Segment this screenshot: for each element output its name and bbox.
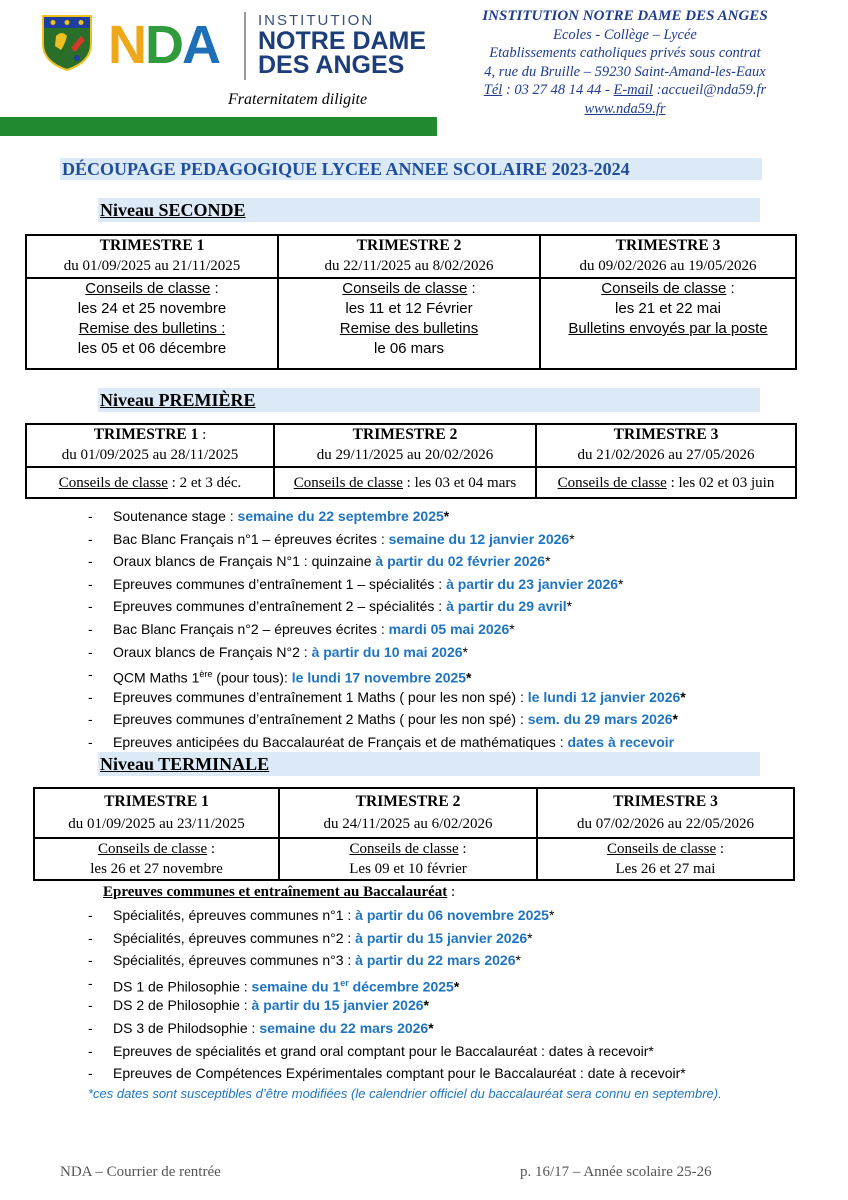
table-seconde [25, 234, 797, 370]
list-item: - Epreuves communes d’entraînement 2 – spécialités : à partir du 29 avril* [88, 598, 573, 615]
list-item: - Oraux blancs de Français N°2 : à partir du 10 mai 2026* [88, 643, 468, 660]
logo-line-2: NOTRE DAME [258, 27, 427, 55]
coat-of-arms-icon [41, 14, 93, 72]
list-item: - Spécialités, épreuves communes n°1 : à partir du 06 novembre 2025* [88, 907, 555, 923]
list-item: - Bac Blanc Français n°2 – épreuves écrites : mardi 05 mai 2026* [88, 620, 515, 637]
contact-address: 4, rue du Bruille – 59230 Saint-Amand-les-Eaux [484, 63, 766, 80]
premiere-t1-conseils: Conseils de classe : 2 et 3 déc. [26, 467, 274, 498]
logo-letter-n: N [108, 15, 145, 75]
tel-label: Tél [483, 82, 503, 98]
seconde-t1-header: TRIMESTRE 1 du 01/09/2025 au 21/11/2025 [26, 235, 278, 278]
logo-letter-a: A [182, 15, 219, 75]
heading-terminale: Niveau TERMINALE [98, 752, 760, 776]
premiere-t1-header: TRIMESTRE 1 : du 01/09/2025 au 28/11/2025 [26, 424, 274, 467]
list-item: - Epreuves communes d’entraînement 1 Maths ( pour les non spé) : le lundi 12 janvier 2026* [88, 688, 686, 705]
heading-seconde: Niveau SECONDE [98, 198, 760, 222]
motto: Fraternitatem diligite [228, 91, 368, 108]
table-terminale [33, 787, 795, 881]
terminale-events-list [86, 904, 686, 1085]
page-title: DÉCOUPAGE PEDAGOGIQUE LYCEE ANNEE SCOLAIRE 2023-2024 [60, 158, 762, 180]
seconde-t3-header: TRIMESTRE 3 du 09/02/2026 au 19/05/2026 [540, 235, 796, 278]
list-item: - DS 3 de Philodsophie : semaine du 22 mars 2026* [88, 1019, 434, 1036]
list-item: - Epreuves anticipées du Baccalauréat de Français et de mathématiques : dates à recevoir [88, 733, 675, 750]
premiere-t3-header: TRIMESTRE 3 du 21/02/2026 au 27/05/2026 [536, 424, 796, 467]
logo-line-3: DES ANGES [258, 51, 405, 79]
premiere-t3-conseils: Conseils de classe : les 02 et 03 juin [536, 467, 796, 498]
list-item: - Bac Blanc Français n°1 – épreuves écrites : semaine du 12 janvier 2026* [88, 530, 575, 547]
footnote: *ces dates sont susceptibles d’être modifiées (le calendrier officiel du baccalauréat sera connu en septembre). [88, 1086, 722, 1101]
seconde-t3-details: Conseils de classe : les 21 et 22 mai Bulletins envoyés par la poste [540, 278, 796, 369]
terminale-t2-header: TRIMESTRE 2 du 24/11/2025 au 6/02/2026 [279, 788, 537, 838]
contact-line-1: Ecoles - Collège – Lycée [553, 26, 697, 43]
heading-premiere: Niveau PREMIÈRE [98, 388, 760, 412]
contact-phone-email [450, 81, 800, 100]
premiere-t2-header: TRIMESTRE 2 du 29/11/2025 au 20/02/2026 [274, 424, 536, 467]
list-item: - DS 1 de Philosophie : semaine du 1er décembre 2025* [88, 974, 460, 995]
list-item: - DS 2 de Philosophie : à partir du 15 janvier 2026* [88, 997, 429, 1014]
premiere-t2-conseils: Conseils de classe : les 03 et 04 mars [274, 467, 536, 498]
nda-logo [108, 15, 219, 75]
terminale-t3-conseils: Conseils de classe : Les 26 et 27 mai [537, 838, 794, 880]
list-item: - Epreuves de Compétences Expérimentales comptant pour le Baccalauréat : date à recevoir* [88, 1065, 686, 1082]
footer-right: p. 16/17 – Année scolaire 25-26 [520, 1164, 712, 1180]
institution-name: INSTITUTION NOTRE DAME DES ANGES [482, 8, 768, 24]
list-item: - Epreuves de spécialités et grand oral comptant pour le Baccalauréat : dates à recevoir* [88, 1042, 654, 1059]
logo-divider [244, 12, 246, 80]
contact-line-2: Etablissements catholiques privés sous contrat [489, 45, 761, 61]
contact-block [450, 7, 800, 118]
green-header-bar [0, 117, 437, 136]
tel-value: : 03 27 48 14 44 - [502, 82, 614, 98]
logo-letter-d: D [145, 15, 182, 75]
list-item: - Spécialités, épreuves communes n°3 : à partir du 22 mars 2026* [88, 952, 521, 969]
logo-wordmark [258, 12, 426, 77]
email-label: E-mail [613, 82, 653, 98]
list-item: - QCM Maths 1ère (pour tous): le lundi 17 novembre 2025* [88, 666, 472, 686]
website-link[interactable]: www.nda59.fr [584, 100, 666, 117]
terminale-t3-header: TRIMESTRE 3 du 07/02/2026 au 22/05/2026 [537, 788, 794, 838]
list-item: - Oraux blancs de Français N°1 : quinzaine à partir du 02 février 2026* [88, 553, 551, 570]
list-item: - Soutenance stage : semaine du 22 septembre 2025* [88, 508, 450, 524]
terminale-t1-header: TRIMESTRE 1 du 01/09/2025 au 23/11/2025 [34, 788, 279, 838]
footer-left: NDA – Courrier de rentrée [60, 1164, 221, 1180]
list-item: - Epreuves communes d’entraînement 2 Maths ( pour les non spé) : sem. du 29 mars 2026* [88, 711, 678, 728]
logo-line-1: INSTITUTION [258, 12, 375, 29]
seconde-t2-header: TRIMESTRE 2 du 22/11/2025 au 8/02/2026 [278, 235, 540, 278]
list-item: - Spécialités, épreuves communes n°2 : à partir du 15 janvier 2026* [88, 929, 533, 946]
table-premiere [25, 423, 797, 499]
terminale-t1-conseils: Conseils de classe : les 26 et 27 novembre [34, 838, 279, 880]
seconde-t1-details: Conseils de classe : les 24 et 25 novembre Remise des bulletins : les 05 et 06 décembre [26, 278, 278, 369]
email-value[interactable]: :accueil@nda59.fr [652, 82, 767, 98]
list-item: - Epreuves communes d’entraînement 1 – spécialités : à partir du 23 janvier 2026* [88, 575, 624, 592]
premiere-events-list [86, 505, 686, 754]
terminale-subheading: Epreuves communes et entraînement au Baccalauréat : [103, 884, 456, 900]
terminale-t2-conseils: Conseils de classe : Les 09 et 10 février [279, 838, 537, 880]
seconde-t2-details: Conseils de classe : les 11 et 12 Février Remise des bulletins le 06 mars [278, 278, 540, 369]
